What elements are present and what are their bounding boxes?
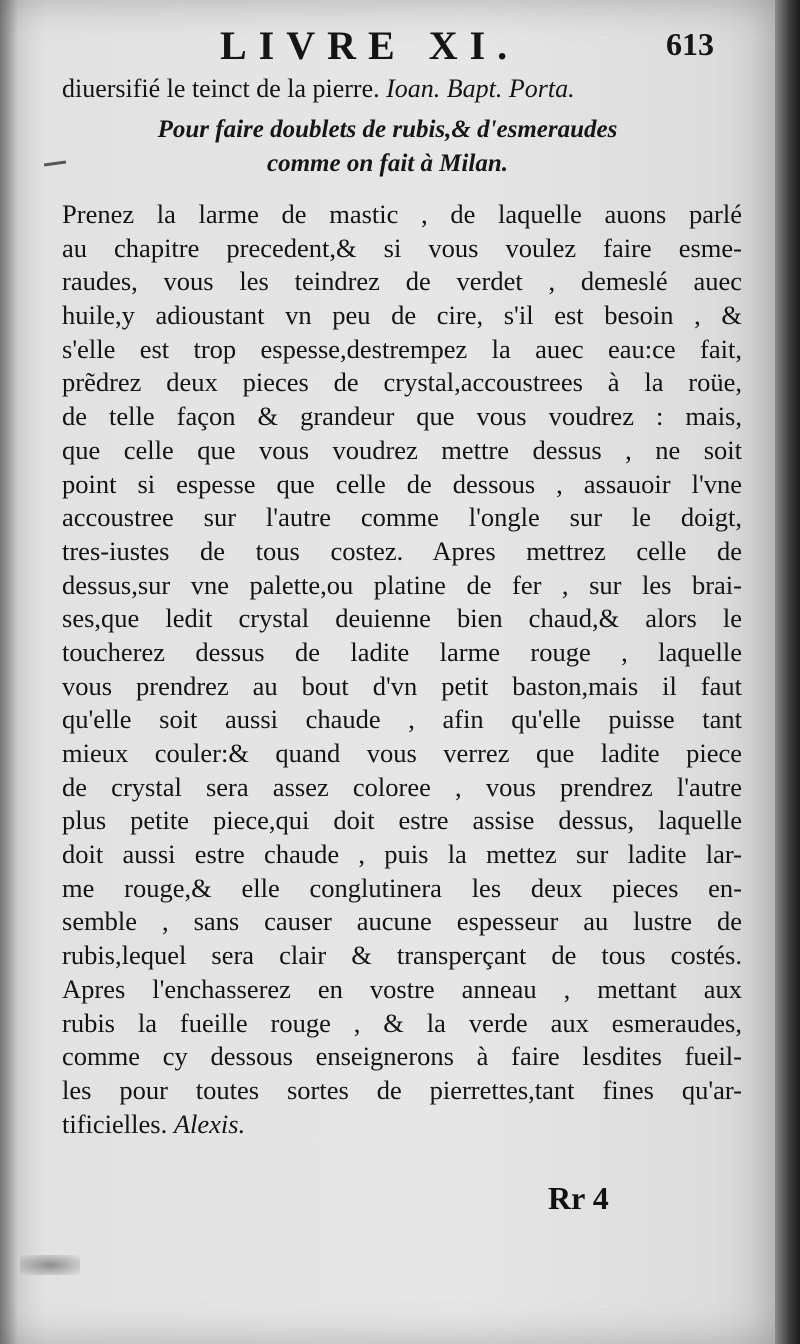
body-line: au chapitre precedent,& si vous voulez faire esme- xyxy=(62,232,742,263)
body-line: me rouge,& elle conglutinera les deux pieces en- xyxy=(62,872,742,903)
body-line: doit aussi estre chaude , puis la mettez sur ladite lar- xyxy=(62,839,742,870)
body-line: que celle que vous voudrez mettre dessus , ne soit xyxy=(62,434,742,465)
signature-mark: Rr 4 xyxy=(548,1180,609,1216)
body-line: rubis la fueille rouge , & la verde aux esmeraudes, xyxy=(62,1007,742,1038)
body-line: huile,y adioustant vn peu de cire, s'il est besoin , & xyxy=(62,300,742,331)
body-line: rubis,lequel sera clair & transperçant de tous costés. xyxy=(62,940,742,971)
body-paragraph xyxy=(62,198,742,1141)
running-head: LIVRE XI. xyxy=(220,23,520,68)
body-line: point si espesse que celle de dessous , assauoir l'vne xyxy=(62,468,742,499)
body-line: raudes, vous les teindrez de verdet , demeslé auec xyxy=(62,266,742,297)
ink-smudge xyxy=(20,1255,80,1275)
body-line: qu'elle soit aussi chaude , afin qu'elle puisse tant xyxy=(62,704,742,735)
body-line: s'elle est trop espesse,destrempez la auec eau:ce fait, xyxy=(62,333,742,364)
page-edge-shadow xyxy=(775,0,800,1344)
body-line: les pour toutes sortes de pierrettes,tant fines qu'ar- xyxy=(62,1074,742,1105)
section-title-line-1: Pour faire doublets de rubis,& d'esmeraudes xyxy=(157,116,618,143)
author-signature: Alexis. xyxy=(173,1108,246,1139)
body-line: de crystal sera assez coloree , vous prendrez l'autre xyxy=(62,771,742,802)
body-line: dessus,sur vne palette,ou platine de fer , sur les brai- xyxy=(62,569,742,600)
body-line: comme cy dessous enseignerons à faire lesdites fueil- xyxy=(62,1041,742,1072)
page-number: 613 xyxy=(666,26,714,62)
page-spine-shadow xyxy=(0,0,18,1344)
body-line: Apres l'enchasserez en vostre anneau , mettant aux xyxy=(62,973,742,1004)
body-line: accoustree sur l'autre comme l'ongle sur le doigt, xyxy=(62,502,742,533)
carry-over-line xyxy=(62,72,575,106)
body-line: ses,que ledit crystal deuienne bien chaud,& alors le xyxy=(62,603,742,634)
page-header xyxy=(0,22,775,70)
body-line: mieux couler:& quand vous verrez que ladite piece xyxy=(62,738,742,768)
body-line: tres-iustes de tous costez. Apres mettrez celle de xyxy=(62,535,742,566)
carry-over-author: Ioan. Bapt. Porta. xyxy=(386,74,575,103)
carry-over-text: diuersifié le teinct de la pierre. xyxy=(62,74,387,103)
body-line: semble , sans causer aucune espesseur au lustre de xyxy=(62,906,742,937)
body-line: vous prendrez au bout d'vn petit baston,mais il faut xyxy=(62,670,742,701)
body-last-line xyxy=(62,1108,742,1142)
body-line: prẽdrez deux pieces de crystal,accoustrees à la roüe, xyxy=(62,367,742,398)
body-line: plus petite piece,qui doit estre assise dessus, laquelle xyxy=(62,805,742,836)
body-line: de telle façon & grandeur que vous voudrez : mais, xyxy=(62,401,742,432)
body-line: toucherez dessus de ladite larme rouge , laquelle xyxy=(62,636,742,667)
section-title-line-2: comme on fait à Milan. xyxy=(267,150,508,177)
last-line-text: tificielles. xyxy=(62,1108,174,1139)
body-line: Prenez la larme de mastic , de laquelle auons parlé xyxy=(62,199,742,229)
